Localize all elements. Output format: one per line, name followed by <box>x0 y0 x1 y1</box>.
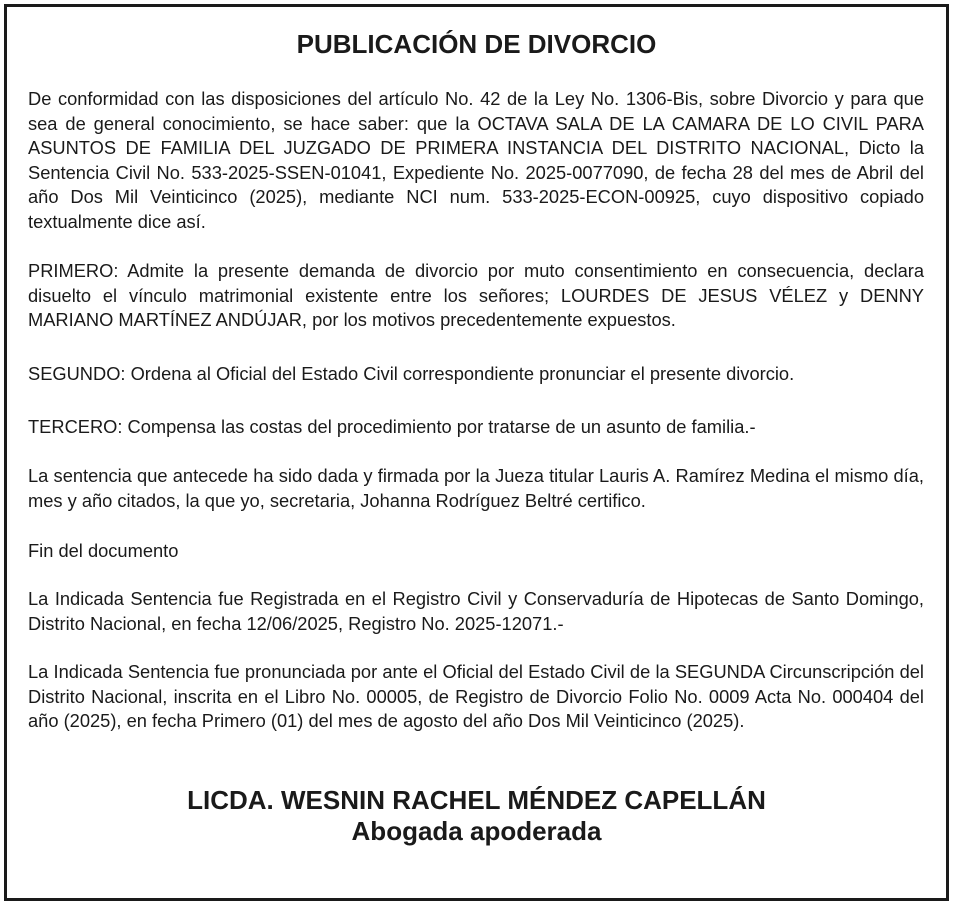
paragraph-registro: La Indicada Sentencia fue Registrada en el Registro Civil y Conservaduría de Hipotecas de Santo Domingo, Distrito Nacional, en fecha 12/06/2025, Registro No. 2025-12071.- <box>28 588 924 634</box>
paragraph-pronunciada: La Indicada Sentencia fue pronunciada por ante el Oficial del Estado Civil de la SEGUNDA Circunscripción del Distrito Nacional, inscrita en el Libro No. 00005, de Registro de Divorcio Folio No. 0009 Acta No. 000404 del año (2025), en fecha Primero (01) del mes de agosto del año Dos Mil Veinticinco (2025). <box>28 661 924 731</box>
signature-name: LICDA. WESNIN RACHEL MÉNDEZ CAPELLÁN <box>187 785 766 815</box>
paragraph-intro: De conformidad con las disposiciones del artículo No. 42 de la Ley No. 1306-Bis, sobre Divorcio y para que sea de general conocimiento, se hace saber: que la OCTAVA SALA DE LA CAMARA DE LO CIVIL PARA ASUNTOS DE FAMILIA DEL JUZGADO DE PRIMERA INSTANCIA DEL DISTRITO NACIONAL, Dicto la Sentencia Civil No. 533-2025-SSEN-01041, Expediente No. 2025-0077090, de fecha 28 del mes de Abril del año Dos Mil Veinticinco (2025), mediante NCI num. 533-2025-ECON-00925, cuyo dispositivo copiado textualmente dice así. <box>28 88 924 232</box>
paragraph-tercero: TERCERO: Compensa las costas del procedimiento por tratarse de un asunto de familia.- <box>28 416 756 437</box>
document-frame <box>4 4 949 901</box>
paragraph-segundo: SEGUNDO: Ordena al Oficial del Estado Civil correspondiente pronunciar el presente divorcio. <box>28 363 795 384</box>
paragraph-sentencia: La sentencia que antecede ha sido dada y firmada por la Jueza titular Lauris A. Ramírez Medina el mismo día, mes y año citados, la que yo, secretaria, Johanna Rodríguez Beltré certifico. <box>28 465 924 511</box>
paragraph-fin: Fin del documento <box>28 540 179 561</box>
document-title: PUBLICACIÓN DE DIVORCIO <box>296 29 657 59</box>
signature-role: Abogada apoderada <box>351 816 602 846</box>
paragraph-primero: PRIMERO: Admite la presente demanda de divorcio por muto consentimiento en consecuencia, declara disuelto el vínculo matrimonial existente entre los señores; LOURDES DE JESUS VÉLEZ y DENNY MARIANO MARTÍNEZ ANDÚJAR, por los motivos precedentemente expuestos. <box>28 260 924 330</box>
